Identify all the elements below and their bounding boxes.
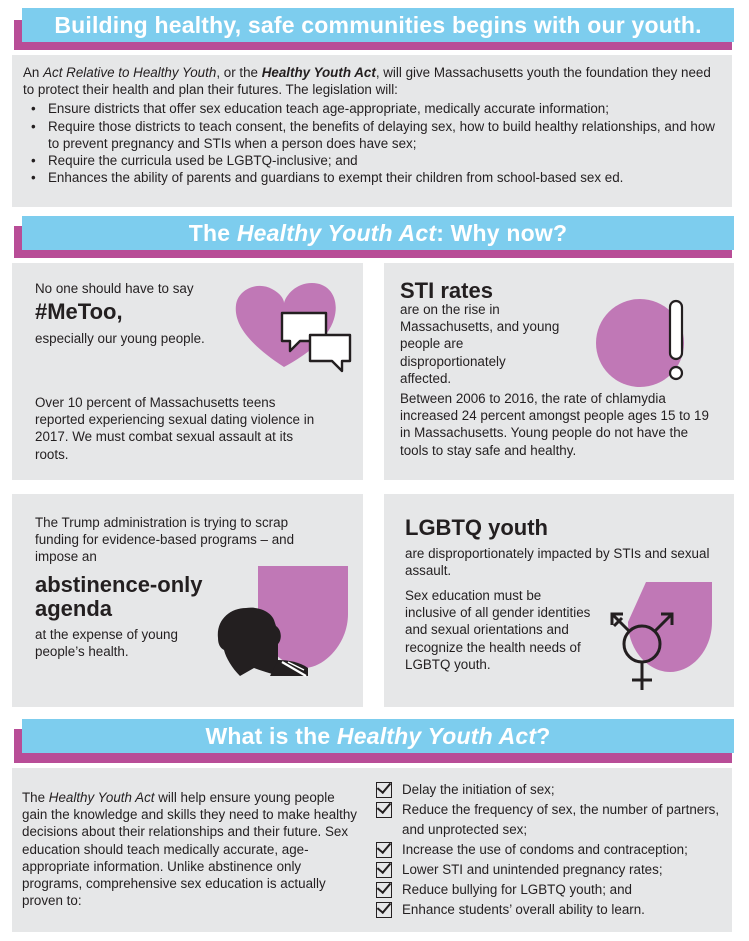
list-item: • Require those districts to teach consent, the benefits of delaying sex, how to build healthy relationships, and how to prevent pregnancy and STIs when a person does have sex; (23, 118, 722, 152)
metoo-body: Over 10 percent of Massachusetts teens reported experiencing sexual dating violence in 2017. We must combat sexual assault at its roots. (35, 395, 315, 462)
abstinence-subtitle: at the expense of young people’s health. (35, 627, 178, 660)
intro-paragraph: An Act Relative to Healthy Youth, or the Healthy Youth Act, will give Massachusetts youth the foundation they need to protect their health and plan their futures. The legislation will: (23, 65, 711, 98)
checkbox-icon (376, 882, 392, 898)
lgbtq-card (384, 494, 734, 707)
transgender-symbol-icon (600, 582, 720, 698)
list-item: Increase the use of condoms and contraception; (376, 840, 736, 860)
sti-body: Between 2006 to 2016, the rate of chlamydia increased 24 percent amongst people ages 15 to 19 in Massachusetts. Young people do not have the tools to stay safe and healthy. (400, 391, 709, 458)
sti-headline: STI rates (400, 278, 493, 303)
metoo-card (12, 263, 363, 480)
checkbox-icon (376, 842, 392, 858)
what-is-paragraph: The Healthy Youth Act will help ensure young people gain the knowledge and skills they need to make healthy decisions about their relationships and their future. Sex education should teach medically accurate, age-appropriate information. Unlike abstinence only programs, comprehensive sex education is actually proven to: (22, 790, 357, 909)
abstinence-lead: The Trump administration is trying to scrap funding for evidence-based programs – and impose an (35, 515, 295, 565)
sti-subtitle: are on the rise in Massachusetts, and young people are disproportionately affected. (400, 302, 560, 386)
banner-what-is (14, 719, 736, 755)
banner-top-title: Building healthy, safe communities begins with our youth. (22, 8, 734, 42)
list-item: Reduce bullying for LGBTQ youth; and (376, 880, 736, 900)
metoo-subtitle: especially our young people. (35, 331, 205, 346)
banner-what-is-title: What is the Healthy Youth Act? (22, 719, 734, 753)
banner-why-now (14, 216, 736, 252)
list-item: Delay the initiation of sex; (376, 780, 736, 800)
intro-panel (12, 55, 732, 207)
abstinence-card (12, 494, 363, 707)
sti-card (384, 263, 734, 480)
exclamation-icon (592, 293, 712, 403)
list-item: • Enhances the ability of parents and guardians to exempt their children from school-based sex ed. (23, 169, 722, 186)
benefits-checklist (376, 780, 736, 920)
checkbox-icon (376, 902, 392, 918)
lgbtq-body: Sex education must be inclusive of all gender identities and sexual orientations and recognize the health needs of LGBTQ youth. (405, 588, 591, 672)
list-item: • Ensure districts that offer sex education teach age-appropriate, medically accurate information; (23, 100, 722, 117)
list-item: Reduce the frequency of sex, the number of partners, and unprotected sex; (376, 800, 736, 840)
checkbox-icon (376, 802, 392, 818)
list-item: • Require the curricula used be LGBTQ-inclusive; and (23, 152, 722, 169)
abstinence-headline: abstinence-only agenda (35, 572, 203, 621)
metoo-lead: No one should have to say (35, 281, 194, 296)
checkbox-icon (376, 862, 392, 878)
list-item: Enhance students’ overall ability to learn. (376, 900, 736, 920)
list-item: Lower STI and unintended pregnancy rates; (376, 860, 736, 880)
lgbtq-headline: LGBTQ youth (405, 515, 548, 540)
intro-bullet-list (23, 100, 722, 186)
speech-bubbles-icon (280, 311, 352, 377)
banner-top (14, 8, 736, 44)
checkbox-icon (376, 782, 392, 798)
metoo-headline: #MeToo, (35, 299, 123, 324)
lgbtq-subtitle: are disproportionately impacted by STIs and sexual assault. (405, 546, 710, 579)
banner-why-now-title: The Healthy Youth Act: Why now? (22, 216, 734, 250)
